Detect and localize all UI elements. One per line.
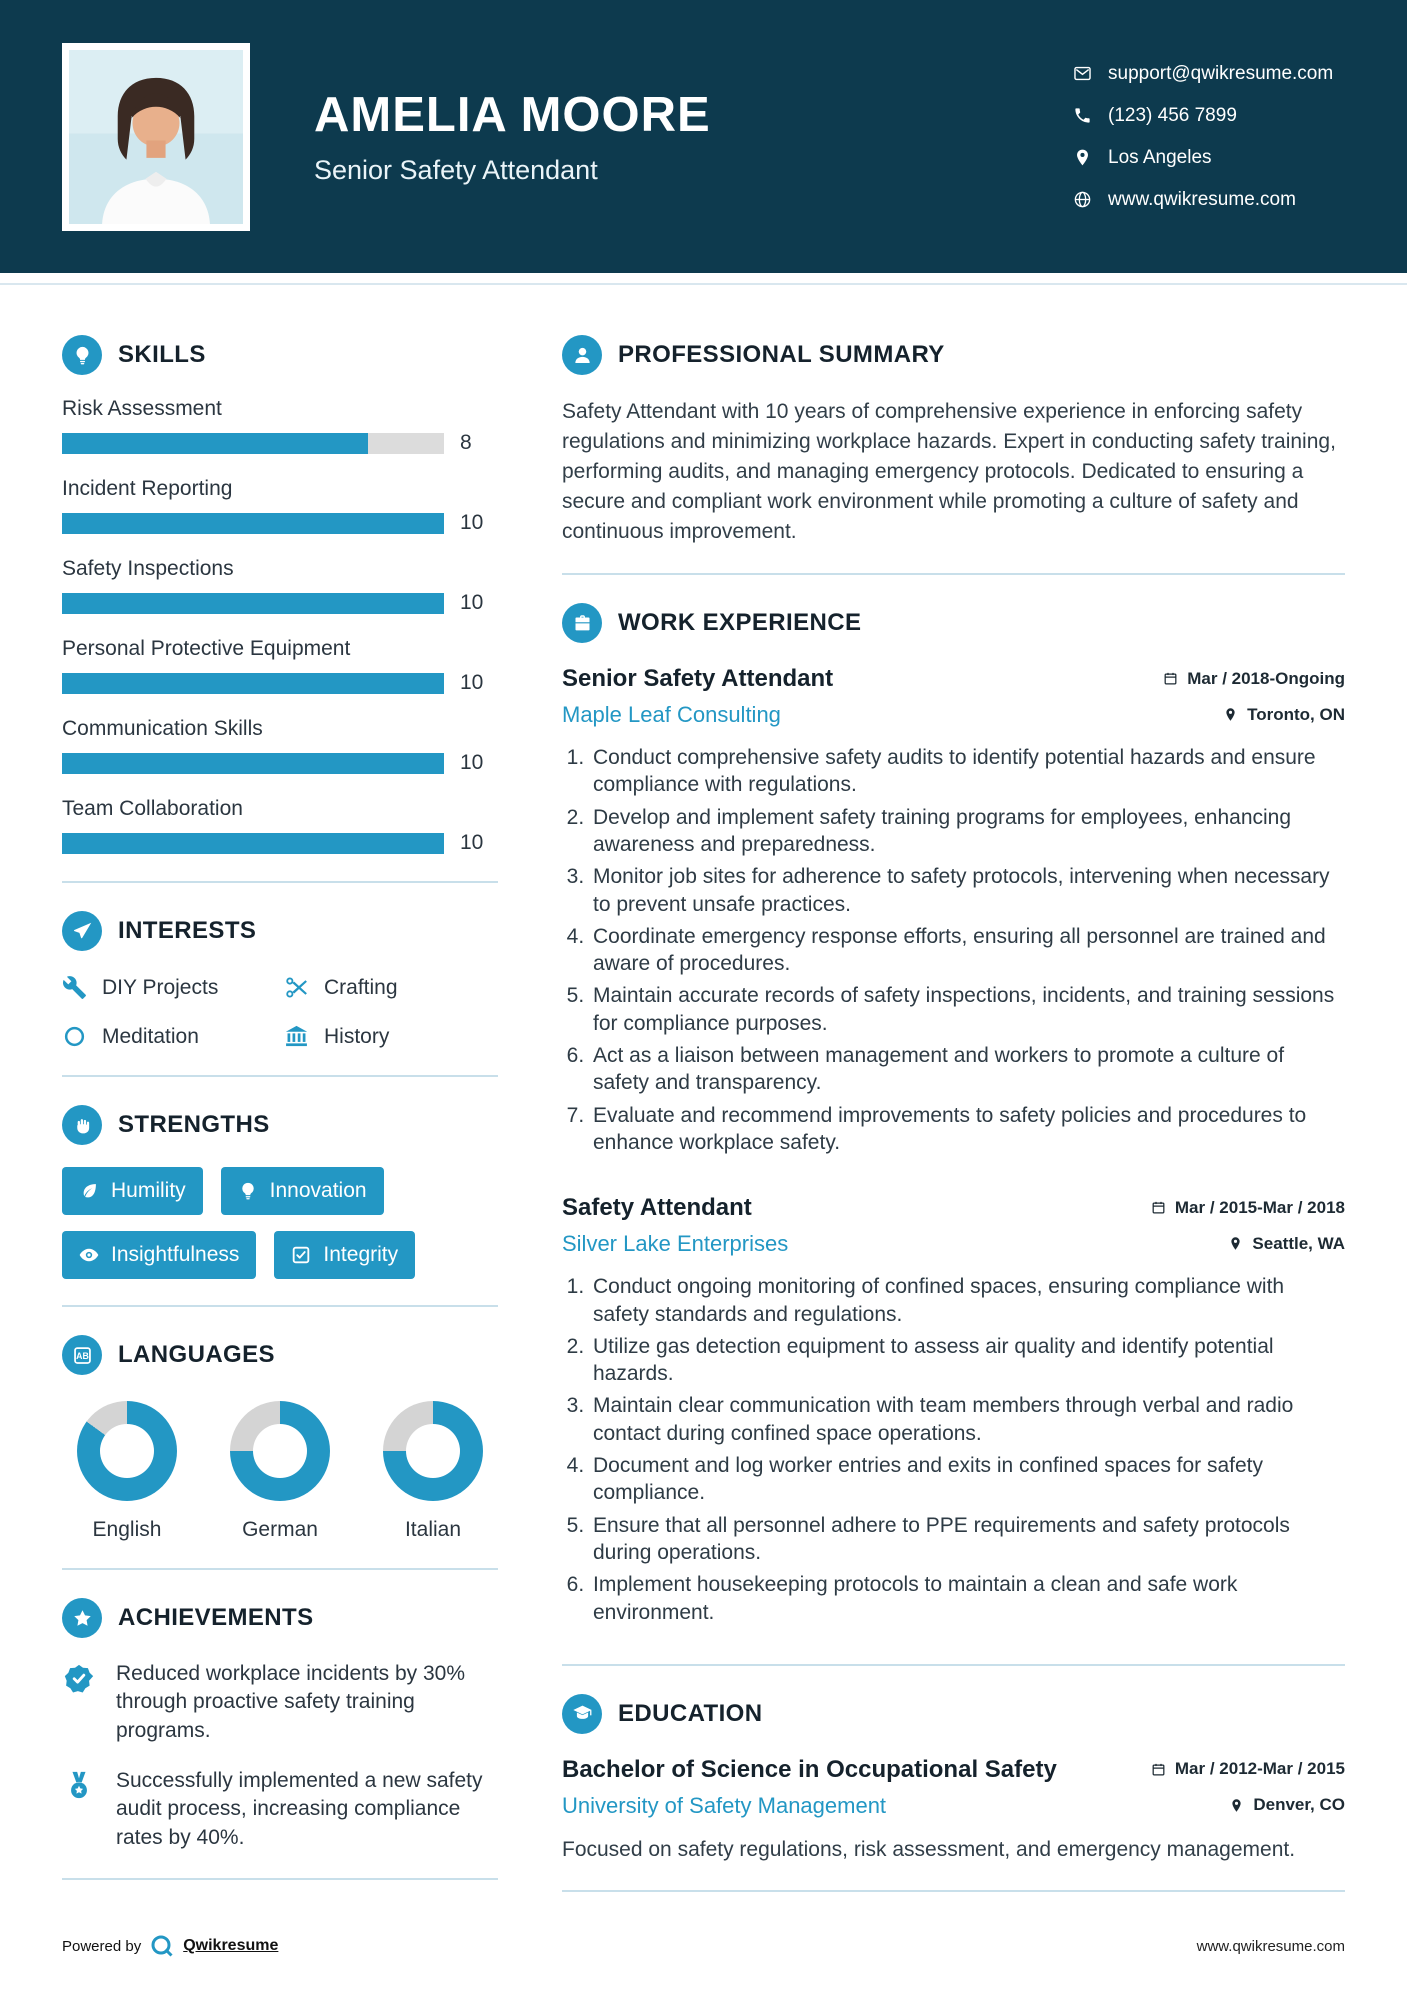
interest-item bbox=[284, 975, 498, 1000]
divider bbox=[562, 1664, 1345, 1666]
languages-row bbox=[62, 1397, 498, 1542]
duty-item: 4. Coordinate emergency response efforts, ensuring all personnel are trained and aware of procedures. bbox=[590, 923, 1345, 978]
achievement-item bbox=[62, 1660, 498, 1745]
skill-item bbox=[62, 477, 498, 535]
qwikresume-logo-icon bbox=[150, 1934, 174, 1958]
skill-label: Personal Protective Equipment bbox=[62, 637, 351, 660]
duties-list bbox=[562, 1273, 1345, 1626]
duty-item: 1. Conduct comprehensive safety audits to identify potential hazards and ensure compliance with regulations. bbox=[590, 744, 1345, 799]
languages-section-heading bbox=[62, 1335, 498, 1375]
strength-chip bbox=[62, 1167, 203, 1215]
skill-bar-fill bbox=[62, 513, 444, 534]
skill-bar-fill bbox=[62, 753, 444, 774]
contact-phone-text: (123) 456 7899 bbox=[1108, 104, 1237, 126]
candidate-name: AMELIA MOORE bbox=[314, 88, 711, 142]
skill-item bbox=[62, 637, 498, 695]
school-name: University of Safety Management bbox=[562, 1792, 887, 1818]
skills-section-heading bbox=[62, 335, 498, 375]
strength-label: Innovation bbox=[269, 1179, 367, 1202]
job-date-text: Mar / 2015-Mar / 2018 bbox=[1174, 1197, 1345, 1217]
envelope-icon bbox=[1073, 64, 1092, 83]
badge-icon bbox=[62, 1660, 98, 1745]
divider bbox=[62, 1878, 498, 1880]
skill-value: 8 bbox=[460, 431, 472, 454]
interest-label: Crafting bbox=[324, 975, 398, 999]
right-column bbox=[562, 335, 1345, 1920]
job-date-text: Mar / 2018-Ongoing bbox=[1187, 668, 1345, 688]
experience-section-heading bbox=[562, 603, 1345, 643]
graduation-cap-icon bbox=[562, 1694, 602, 1734]
skill-label: Risk Assessment bbox=[62, 397, 222, 420]
language-item bbox=[66, 1401, 188, 1542]
contact-block bbox=[1073, 63, 1345, 211]
summary-text: Safety Attendant with 10 years of comprehensive experience in enforcing safety regulations and minimizing workplace hazards. Expert in conducting safety training, performing audits, and managing emergency protocols. Dedicated to ensuring a secure and compliant work environment while promoting a culture of safety and continuous improvement. bbox=[562, 400, 1336, 544]
qwikresume-link[interactable]: Qwikresume bbox=[183, 1937, 279, 1954]
footer bbox=[62, 1934, 1345, 1958]
skill-bar bbox=[62, 673, 444, 694]
achievement-item bbox=[62, 1767, 498, 1852]
duty-item: 3. Maintain clear communication with team members through verbal and radio contact during confined space operations. bbox=[590, 1392, 1345, 1447]
lightbulb-icon bbox=[238, 1181, 258, 1201]
interest-item bbox=[62, 975, 276, 1000]
calendar-icon bbox=[1151, 1200, 1166, 1215]
strength-chip bbox=[221, 1167, 384, 1215]
pin-icon bbox=[1228, 1236, 1243, 1251]
skill-item bbox=[62, 397, 498, 455]
skill-bar bbox=[62, 593, 444, 614]
education-entry bbox=[562, 1756, 1345, 1864]
language-donut-chart bbox=[77, 1401, 177, 1501]
interest-item bbox=[284, 1024, 498, 1049]
job-date bbox=[1151, 1198, 1345, 1218]
skill-bar bbox=[62, 433, 444, 454]
skill-value: 10 bbox=[460, 671, 484, 694]
achievement-text: Reduced workplace incidents by 30% through proactive safety training programs. bbox=[116, 1662, 466, 1742]
skill-bar-fill bbox=[62, 673, 444, 694]
duty-item: 3. Monitor job sites for adherence to safety protocols, intervening when necessary to prevent unsafe practices. bbox=[590, 863, 1345, 918]
divider bbox=[62, 881, 498, 883]
contact-email[interactable] bbox=[1073, 63, 1345, 85]
summary-section-heading bbox=[562, 335, 1345, 375]
section-title: ACHIEVEMENTS bbox=[118, 1604, 314, 1631]
language-donut-chart bbox=[383, 1401, 483, 1501]
content bbox=[0, 335, 1407, 1920]
pin-icon bbox=[1223, 707, 1238, 722]
skill-item bbox=[62, 797, 498, 855]
education-location-text: Denver, CO bbox=[1253, 1795, 1345, 1815]
strength-chip-row bbox=[62, 1167, 498, 1215]
briefcase-icon bbox=[562, 603, 602, 643]
globe-icon bbox=[1073, 190, 1092, 209]
strength-chip bbox=[62, 1231, 256, 1279]
section-title: INTERESTS bbox=[118, 917, 257, 944]
phone-icon bbox=[1073, 106, 1092, 125]
language-label: English bbox=[92, 1518, 162, 1541]
strength-label: Humility bbox=[111, 1179, 186, 1202]
education-location bbox=[1229, 1795, 1345, 1815]
strength-chip-row bbox=[62, 1231, 498, 1279]
medal-icon bbox=[62, 1767, 98, 1852]
calendar-icon bbox=[1151, 1762, 1166, 1777]
contact-website[interactable] bbox=[1073, 189, 1345, 211]
interest-label: Meditation bbox=[102, 1024, 199, 1048]
job-entry bbox=[562, 1194, 1345, 1626]
paper-plane-icon bbox=[62, 911, 102, 951]
circle-icon bbox=[62, 1024, 87, 1049]
divider bbox=[62, 1305, 498, 1307]
education-date-text: Mar / 2012-Mar / 2015 bbox=[1174, 1759, 1345, 1779]
check-square-icon bbox=[291, 1245, 311, 1265]
language-donut-chart bbox=[230, 1401, 330, 1501]
skill-label: Safety Inspections bbox=[62, 557, 234, 580]
degree-title: Bachelor of Science in Occupational Safety bbox=[562, 1755, 1057, 1783]
skill-bar bbox=[62, 833, 444, 854]
duty-item: 2. Utilize gas detection equipment to assess air quality and identify potential hazards. bbox=[590, 1333, 1345, 1388]
skill-bar bbox=[62, 753, 444, 774]
left-column bbox=[62, 335, 498, 1920]
contact-phone bbox=[1073, 105, 1345, 127]
skill-value: 10 bbox=[460, 591, 484, 614]
svg-text:AB: AB bbox=[75, 1350, 89, 1361]
skill-item bbox=[62, 557, 498, 615]
duties-list bbox=[562, 744, 1345, 1156]
pin-icon bbox=[1229, 1798, 1244, 1813]
job-location bbox=[1228, 1234, 1345, 1254]
identity-block bbox=[314, 87, 1073, 186]
job-entry bbox=[562, 665, 1345, 1156]
strength-chip bbox=[274, 1231, 415, 1279]
powered-by-label: Powered by bbox=[62, 1937, 142, 1955]
skill-value: 10 bbox=[460, 831, 484, 854]
duty-item: 2. Develop and implement safety training programs for employees, enhancing awareness and preparedness. bbox=[590, 804, 1345, 859]
duty-item: 5. Maintain accurate records of safety inspections, incidents, and training sessions for compliance purposes. bbox=[590, 982, 1345, 1037]
section-title: STRENGTHS bbox=[118, 1111, 270, 1138]
contact-location-text: Los Angeles bbox=[1108, 146, 1212, 168]
skill-bar-fill bbox=[62, 833, 444, 854]
duty-item: 6. Act as a liaison between management and workers to promote a culture of safety and transparency. bbox=[590, 1042, 1345, 1097]
divider bbox=[562, 573, 1345, 575]
job-company: Maple Leaf Consulting bbox=[562, 702, 781, 728]
skill-bar-fill bbox=[62, 593, 444, 614]
divider bbox=[562, 1890, 1345, 1892]
fist-icon bbox=[62, 1105, 102, 1145]
education-date bbox=[1151, 1759, 1345, 1779]
language-label: German bbox=[242, 1518, 318, 1541]
lightbulb-icon bbox=[62, 335, 102, 375]
job-title: Safety Attendant bbox=[562, 1194, 752, 1222]
section-title: LANGUAGES bbox=[118, 1341, 275, 1368]
language-item bbox=[372, 1401, 494, 1542]
divider bbox=[62, 1568, 498, 1570]
skill-label: Team Collaboration bbox=[62, 797, 243, 820]
wrench-icon bbox=[62, 975, 87, 1000]
job-title: Senior Safety Attendant bbox=[562, 665, 834, 693]
interests-section-heading bbox=[62, 911, 498, 951]
skill-value: 10 bbox=[460, 751, 484, 774]
job-company: Silver Lake Enterprises bbox=[562, 1231, 789, 1257]
skill-label: Incident Reporting bbox=[62, 477, 233, 500]
eye-icon bbox=[79, 1245, 99, 1265]
section-title: EDUCATION bbox=[618, 1699, 763, 1727]
strengths-section-heading bbox=[62, 1105, 498, 1145]
skill-label: Communication Skills bbox=[62, 717, 263, 740]
header bbox=[0, 0, 1407, 273]
star-icon bbox=[62, 1598, 102, 1638]
contact-email-text: support@qwikresume.com bbox=[1108, 62, 1334, 84]
duty-item: 7. Evaluate and recommend improvements to safety policies and procedures to enhance workplace safety. bbox=[590, 1102, 1345, 1157]
skill-item bbox=[62, 717, 498, 775]
section-title: WORK EXPERIENCE bbox=[618, 609, 862, 637]
duty-item: 6. Implement housekeeping protocols to maintain a clean and safe work environment. bbox=[590, 1571, 1345, 1626]
language-icon bbox=[62, 1335, 102, 1375]
section-title: SKILLS bbox=[118, 341, 206, 368]
strength-label: Integrity bbox=[323, 1243, 399, 1266]
job-date bbox=[1163, 669, 1345, 689]
education-description: Focused on safety regulations, risk assessment, and emergency management. bbox=[562, 1837, 1296, 1861]
profile-photo-illustration bbox=[69, 50, 243, 224]
candidate-title: Senior Safety Attendant bbox=[314, 155, 598, 185]
language-item bbox=[219, 1401, 341, 1542]
museum-icon bbox=[284, 1024, 309, 1049]
leaf-icon bbox=[79, 1181, 99, 1201]
calendar-icon bbox=[1163, 671, 1178, 686]
interest-label: DIY Projects bbox=[102, 975, 219, 999]
strength-label: Insightfulness bbox=[111, 1243, 240, 1266]
scissors-icon bbox=[284, 975, 309, 1000]
duty-item: 4. Document and log worker entries and exits in confined spaces for safety compliance. bbox=[590, 1452, 1345, 1507]
job-location-text: Toronto, ON bbox=[1247, 704, 1345, 724]
section-title: PROFESSIONAL SUMMARY bbox=[618, 341, 945, 368]
job-location bbox=[1223, 705, 1345, 725]
interest-label: History bbox=[324, 1024, 390, 1048]
powered-by bbox=[62, 1934, 278, 1958]
contact-location bbox=[1073, 147, 1345, 169]
achievements-section-heading bbox=[62, 1598, 498, 1638]
duty-item: 1. Conduct ongoing monitoring of confined spaces, ensuring compliance with safety standards and regulations. bbox=[590, 1273, 1345, 1328]
duty-item: 5. Ensure that all personnel adhere to PPE requirements and safety protocols during operations. bbox=[590, 1512, 1345, 1567]
interests-grid bbox=[62, 973, 498, 1049]
user-icon bbox=[562, 335, 602, 375]
education-section-heading bbox=[562, 1694, 1345, 1734]
divider bbox=[62, 1075, 498, 1077]
header-divider bbox=[0, 283, 1407, 285]
pin-icon bbox=[1073, 148, 1092, 167]
interest-item bbox=[62, 1024, 276, 1049]
job-location-text: Seattle, WA bbox=[1252, 1233, 1345, 1253]
language-label: Italian bbox=[404, 1518, 462, 1541]
skill-bar bbox=[62, 513, 444, 534]
profile-photo bbox=[62, 43, 250, 231]
skill-value: 10 bbox=[460, 511, 484, 534]
achievement-text: Successfully implemented a new safety audit process, increasing compliance rates by 40%. bbox=[116, 1769, 483, 1849]
footer-website: www.qwikresume.com bbox=[1196, 1937, 1345, 1955]
skill-bar-fill bbox=[62, 433, 368, 454]
contact-website-text: www.qwikresume.com bbox=[1108, 188, 1296, 210]
